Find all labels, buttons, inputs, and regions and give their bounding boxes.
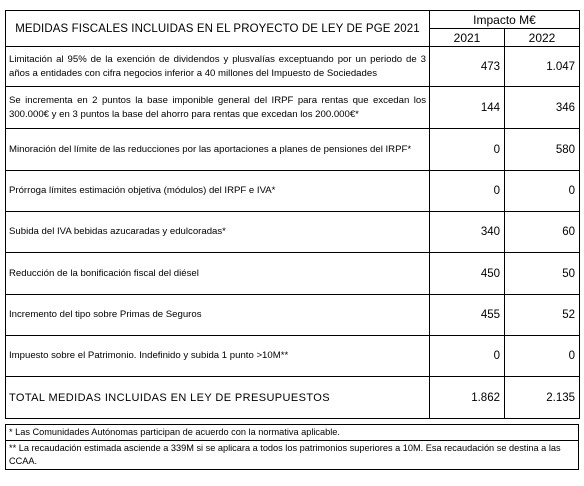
measure-description: Reducción de la bonificación fiscal del diésel — [6, 253, 430, 295]
year-2022-header: 2022 — [505, 29, 580, 47]
total-2021: 1.862 — [430, 377, 505, 419]
measure-description: Se incrementa en 2 puntos la base imponible general del IRPF para rentas que excedan los 300.000€ y en 3 puntos la base del ahorro para rentas que excedan los 200.000€* — [6, 87, 430, 129]
total-row — [6, 377, 580, 419]
value-2021: 473 — [430, 47, 505, 87]
value-2022: 0 — [505, 171, 580, 212]
value-2021: 0 — [430, 129, 505, 171]
year-2021-header: 2021 — [430, 29, 505, 47]
impact-header: Impacto M€ — [430, 11, 580, 29]
value-2021: 0 — [430, 336, 505, 377]
table-row — [6, 129, 580, 171]
table-title: MEDIDAS FISCALES INCLUIDAS EN EL PROYECTO DE LEY DE PGE 2021 — [6, 11, 430, 47]
table-row — [6, 47, 580, 87]
table-row — [6, 253, 580, 295]
footnotes-table — [5, 424, 579, 470]
table-row — [6, 87, 580, 129]
value-2021: 340 — [430, 212, 505, 253]
measure-description: Limitación al 95% de la exención de dividendos y plusvalías exceptuando por un periodo de 3 años a entidades con cifra negocios inferior a 40 millones del Impuesto de Sociedades — [6, 47, 430, 87]
table-row — [6, 336, 580, 377]
value-2022: 0 — [505, 336, 580, 377]
table-row — [6, 295, 580, 336]
value-2022: 346 — [505, 87, 580, 129]
footnote-2: ** La recaudación estimada asciende a 339M si se aplicara a todos los patrimonios superiores a 10M. Esa recaudación se destina a las CCAA. — [6, 441, 579, 470]
measure-description: Subida del IVA bebidas azucaradas y edulcoradas* — [6, 212, 430, 253]
measure-description: Minoración del límite de las reducciones por las aportaciones a planes de pensiones del IRPF* — [6, 129, 430, 171]
value-2022: 52 — [505, 295, 580, 336]
total-2022: 2.135 — [505, 377, 580, 419]
value-2021: 0 — [430, 171, 505, 212]
footnote-1: * Las Comunidades Autónomas participan de acuerdo con la normativa aplicable. — [6, 425, 579, 441]
value-2022: 1.047 — [505, 47, 580, 87]
fiscal-measures-table — [5, 10, 580, 419]
table-row — [6, 171, 580, 212]
value-2021: 450 — [430, 253, 505, 295]
value-2022: 580 — [505, 129, 580, 171]
measure-description: Incremento del tipo sobre Primas de Seguros — [6, 295, 430, 336]
measure-description: Impuesto sobre el Patrimonio. Indefinido y subida 1 punto >10M** — [6, 336, 430, 377]
total-label: TOTAL MEDIDAS INCLUIDAS EN LEY DE PRESUPUESTOS — [6, 377, 430, 419]
value-2021: 144 — [430, 87, 505, 129]
value-2022: 60 — [505, 212, 580, 253]
value-2021: 455 — [430, 295, 505, 336]
measure-description: Prórroga límites estimación objetiva (módulos) del IRPF e IVA* — [6, 171, 430, 212]
value-2022: 50 — [505, 253, 580, 295]
table-row — [6, 212, 580, 253]
